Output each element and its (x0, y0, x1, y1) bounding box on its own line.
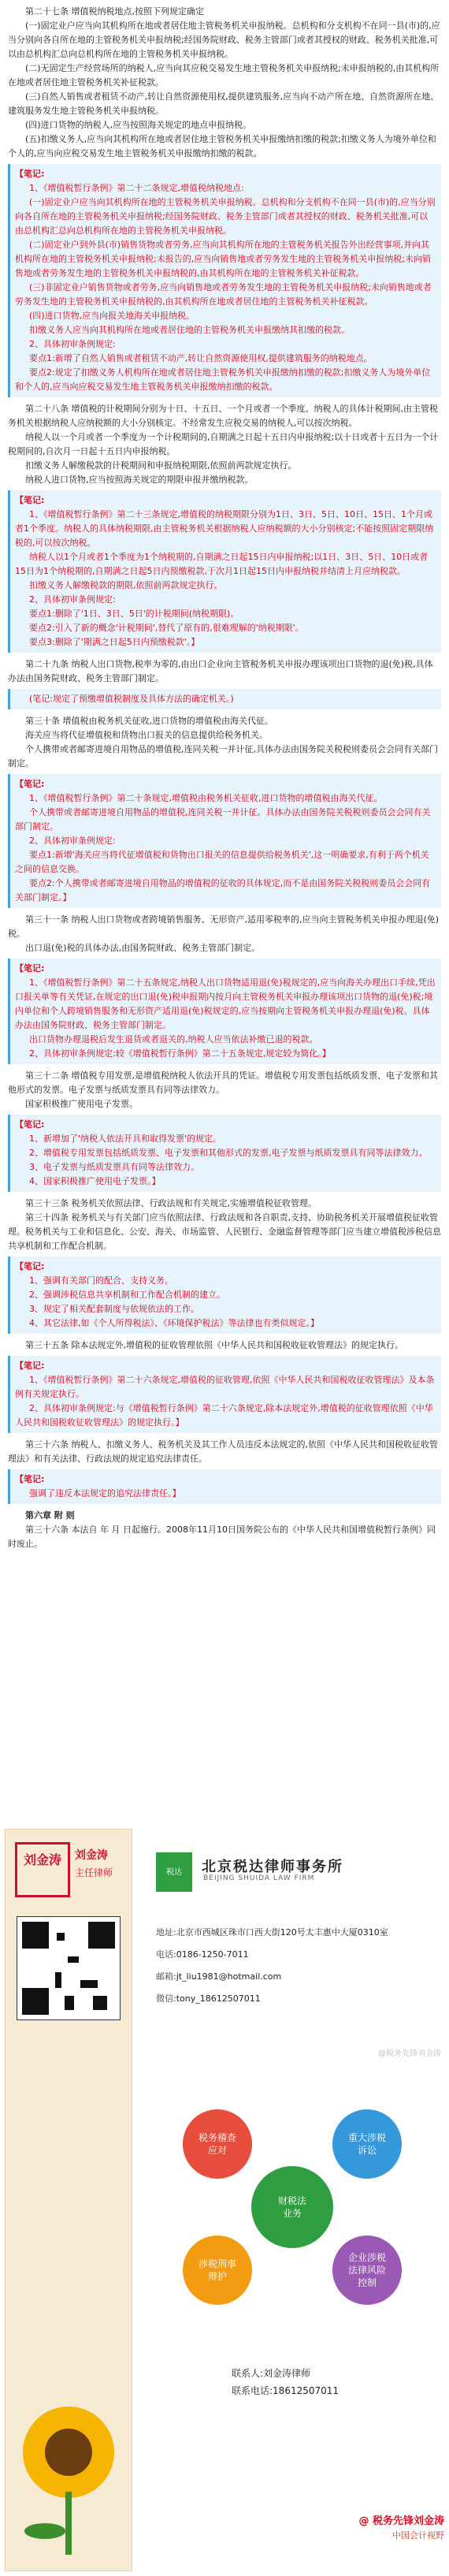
note-line: 3、电子发票与纸质发票具有同等法律效力。 (29, 1162, 199, 1172)
email-row (156, 1966, 440, 1988)
diagram-node-label: 涉税刑事辩护 (198, 2258, 237, 2282)
note-line: 1、《增值税暂行条例》第二十三条规定,增值税的纳税期限分别为1日、3日、5日、10日、15日、1个月或者1个季度。纳税人的具体纳税期限,由主管税务机关根据纳税人应纳税额的大小分别核定;不能按照固定期限纳税的,可以按次纳税。 (15, 509, 434, 548)
lawyer-name: 刘金涛 (75, 1849, 108, 1862)
note-line: 2、具体初审条例规定: (29, 339, 116, 349)
note-line: 要点1:新增'海关应当将代征增值税和货物出口报关的信息提供给税务机关',这一明确要求,有利于两个机关之间的信息交换。 (15, 850, 429, 874)
lawyer-role: 主任律师 (75, 1867, 113, 1878)
note-line: (笔记:规定了预缴增值税制度及具体方法的确定机关。) (29, 694, 234, 704)
note-line: 1、《增值税暂行条例》第二十六条规定,增值税的征收管理,依照《中华人民共和国税收征收管理法》及本条例有关规定执行。 (15, 1375, 435, 1399)
article-para: 第三十四条 税务机关与有关部门应当依照法律、行政法规和各自职责,支持、协助税务机关开展增值税征收管理。税务机关与工业和信息化、公安、海关、市场监管、人民银行、金融监督管理等部门应当建立增值税涉税信息共享机制和工作配合机制。 (8, 1212, 441, 1251)
note-block (8, 1115, 441, 1192)
phone-row (156, 1944, 440, 1966)
note-title: 【笔记: (15, 1474, 45, 1484)
article-para: 个人携带或者邮寄进境自用物品的增值税,连同关税一并计征,具体办法由国务院关税税则委员会会同有关部门制定。 (8, 744, 438, 769)
diagram-node (183, 2235, 252, 2305)
note-line: 要点1:删除了'1日、3日、5日'的计税期间(纳税期限)。 (29, 609, 239, 619)
note-line: 4、其它法律,如《个人所得税法》、《环境保护税法》等法律也有类似规定。】 (29, 1318, 319, 1328)
note-line: 纳税人以1个月或者1个季度为1个纳税期的,自期满之日起15日内申报纳税;以1日、3日、5日、10日或者15日为1个纳税期的,自期满之日起5日内预缴税款,于次月1日起15日内申报纳税并结清上月应纳税款。 (15, 552, 429, 576)
article-para: 第二十七条 增值税纳税地点,按照下列规定确定 (25, 6, 204, 17)
service-diagram (162, 2089, 422, 2325)
wechat-row (156, 1988, 440, 2010)
seal-stamp: 刘金涛 (15, 1842, 70, 1897)
firm-name: 北京税达律师事务所 (202, 1859, 343, 1875)
note-line: 1、《增值税暂行条例》第二十条规定,增值税由税务机关征收,进口货物的增值税由海关代征。 (29, 793, 383, 803)
wechat-value: tony_18612507011 (176, 1993, 261, 2004)
note-line: (四)进口货物,应当向报关地海关申报纳税。 (29, 311, 195, 321)
note-block (8, 774, 441, 908)
phone-label: 电话: (156, 1949, 176, 1960)
note-line: 要点1:新增了自然人销售或者租赁不动产,转让自然资源使用权,提供建筑服务的纳税地点。 (29, 353, 373, 363)
note-line: 扣缴义务人应当向其机构所在地或者居住地的主管税务机关申报缴纳其扣缴的税款。 (29, 325, 350, 335)
footer-line1: @ 税务先锋刘金涛 (358, 2515, 444, 2527)
article-para: 第二十九条 纳税人出口货物,税率为零的,由出口企业向主管税务机关申报办理该项出口货物的退(免)税,具体办法由国务院财政、税务主管部门制定。 (8, 659, 433, 683)
note-block (8, 1256, 441, 1334)
contact-person: 联系人:刘金涛律师 (232, 2368, 311, 2379)
diagram-node-label: 企业涉税法律风险控制 (347, 2252, 387, 2288)
note-line: 扣缴义务人解缴税款的期限,依照前两款规定执行。 (29, 580, 223, 590)
diagram-node-label: 税务稽查应对 (198, 2132, 237, 2156)
article-para: 第三十六条 本法自 年 月 日起施行。2008年11月10日国务院公布的《中华人民共和国增值税暂行条例》同时废止。 (8, 1524, 436, 1549)
note-title: 【笔记: (15, 1119, 45, 1130)
note-line: (二)固定业户到外县(市)销售货物或者劳务,应当向其机构所在地的主管税务机关报告外出经营事项,并向其机构所在地的主管税务机关申报纳税;未报告的,应当向销售地或者劳务发生地的主管税务机关申报纳税;未向销售地或者劳务发生地的主管税务机关申报纳税的,由其机构所在地的主管税务机关补征税款。 (15, 240, 431, 278)
article-para: (三)自然人销售或者租赁不动产,转让自然资源使用权,提供建筑服务,应当向不动产所在地、自然资源所在地、建筑服务发生地主管税务机关申报纳税。 (8, 91, 440, 116)
address-row (156, 1922, 440, 1944)
article-para: 第二十八条 增值税的计税期间分别为十日、十五日、一个月或者一个季度。纳税人的具体计税期间,由主管税务机关根据纳税人应纳税额的大小分别核定。不经常发生应税交易的纳税人,可以按次纳税。 (8, 404, 438, 428)
note-line: 2、具体初审条例规定: (29, 594, 116, 605)
note-block (8, 490, 441, 653)
firm-contact (156, 1922, 440, 2010)
chapter-title: 第六章 附 则 (25, 1510, 75, 1521)
note-line: 2、增值税专用发票包括纸质发票、电子发票和其他形式的发票,电子发票与纸质发票具有同等法律效力。 (29, 1148, 428, 1158)
article-para: (四)进口货物的纳税人,应当按照海关规定的地点申报纳税。 (25, 120, 252, 130)
note-line: 要点3:删除了'期满之日起5日内预缴税款'。】 (29, 637, 200, 647)
contact-phone: 联系电话:18612507011 (232, 2385, 340, 2396)
article-para: 纳税人以一个月或者一个季度为一个计税期间的,自期满之日起十五日内申报纳税;以十日或者十五日为一个计税期间的,自次月一日起十五日内申报纳税。 (8, 432, 439, 456)
article-para: (五)扣缴义务人,应当向其机构所在地或者居住地主管税务机关申报缴纳扣缴的税款;扣缴义务人为境外单位和个人的,应当向应税交易发生地主管税务机关申报缴纳扣缴的税款。 (8, 134, 436, 158)
note-line: (三)非固定业户销售货物或者劳务,应当向销售地或者劳务发生地的主管税务机关申报纳税;未向销售地或者劳务发生地的主管税务机关申报纳税的,由其机构所在地或者居住地的主管税务机关补征税款。 (15, 282, 432, 307)
firm-info (139, 1821, 449, 2576)
firm-en-name: BEIJING SHUIDA LAW FIRM (203, 1874, 315, 1882)
note-line: 1、《增值税暂行条例》第二十二条规定,增值税纳税地点: (29, 183, 244, 193)
note-line: 要点2:个人携带或者邮寄进境自用物品的增值税的征收的具体规定,而不是由国务院关税税则委员会会同有关部门制定。】 (15, 878, 431, 903)
note-block (8, 1469, 441, 1504)
address-value: 北京市西城区珠市口西大街120号太丰惠中大厦0310室 (176, 1927, 388, 1938)
note-block (8, 164, 441, 397)
article-para: 第三十六条 纳税人、扣缴义务人、税务机关及其工作人员违反本法规定的,依照《中华人民共和国税收征收管理法》和有关法律、行政法规的规定追究法律责任。 (8, 1439, 438, 1464)
firm-card (0, 1821, 449, 2576)
firm-logo (156, 1852, 192, 1892)
note-line: 4、国家积极推广使用电子发票。】 (29, 1176, 161, 1186)
article-para: (一)固定业户应当向其机构所在地或者居住地主管税务机关申报纳税。总机构和分支机构不在同一县(市)的,应当分别向各自所在地的主管税务机关申报纳税;经国务院财政、税务主管部门或者其授权的财政、税务机关批准,可以由总机构汇总向总机构所在地的主管税务机关申报纳税。 (8, 20, 440, 59)
note-line: 要点2:规定了扣缴义务人机构所在地或者居住地主管税务机关申报缴纳扣缴的税款;扣缴义务人为境外单位和个人的,应当向应税交易发生地主管税务机关申报缴纳扣缴的税款。 (15, 367, 431, 392)
note-line: 1、新增加了'纳税人依法开具和取得发票'的规定。 (29, 1134, 222, 1144)
email-value: jt_liu1981@hotmail.com (176, 1971, 282, 1982)
diagram-node-label: 重大涉税诉讼 (347, 2132, 387, 2156)
email-label: 邮箱: (156, 1971, 176, 1982)
article-para: 第三十三条 税务机关依照法律、行政法规和有关规定,实施增值税征收管理。 (25, 1198, 317, 1208)
note-block (8, 689, 441, 709)
note-line: 2、强调涉税信息共享机制和工作配合机制的建立。 (29, 1290, 225, 1300)
phone-value: 0186-1250-7011 (176, 1949, 249, 1960)
article-para: 纳税人进口货物,应当按照海关规定的期限申报并缴纳税款。 (25, 475, 254, 485)
article-para: (二)无固定生产经营场所的纳税人,应当向其应税交易发生地主管税务机关申报纳税;未申报纳税的,由其机构所在地或者居住地主管税务机关补征税款。 (8, 63, 440, 87)
note-line: 要点2:引入了新的概念'计税期间',替代了原有的,很难理解的'纳税期限'。 (29, 623, 304, 633)
note-title: 【笔记: (15, 169, 45, 179)
note-line: 出口货物办理退税后发生退货或者退关的,纳税人应当依法补缴已退的税款。 (29, 1034, 318, 1044)
watermark-text: @税务先锋刘金涛 (378, 2049, 441, 2058)
article-para: 第三十条 增值税由税务机关征收,进口货物的增值税由海关代征。 (25, 716, 273, 726)
article-para: 海关应当将代征增值税和货物出口报关的信息提供给税务机关。 (25, 730, 268, 740)
sunflower-image (13, 2397, 124, 2555)
note-line: 2、具体初审条例规定: (29, 836, 116, 846)
wechat-label: 微信: (156, 1993, 176, 2004)
contact-block (232, 2365, 339, 2399)
article-para: 国家积极推广使用电子发票。 (25, 1099, 138, 1109)
note-block (8, 959, 441, 1064)
footer-watermark (358, 2515, 444, 2543)
article-para: 第三十五条 除本法规定外,增值税的征收管理依照《中华人民共和国税收征收管理法》的规定执行。 (25, 1340, 403, 1350)
qr-code[interactable] (17, 1916, 121, 2020)
footer-line2: 中国会计视野 (392, 2530, 444, 2541)
address-label: 地址: (156, 1927, 176, 1938)
note-line: 强调了违反本法规定的追究法律责任。】 (29, 1488, 181, 1498)
note-line: 个人携带或者邮寄进境自用物品的增值税,连同关税一并计征。具体办法由国务院关税税则委员会会同有关部门制定。 (15, 807, 431, 832)
note-title: 【笔记: (15, 495, 45, 505)
article-para: 第三十二条 增值税专用发票,是增值税纳税人依法开具的凭证。增值税专用发票包括纸质发票、电子发票和其他形式的发票。电子发票与纸质发票具有同等法律效力。 (8, 1070, 438, 1095)
note-line: 2、具体初审条例规定:较《增值税暂行条例》第二十五条规定,规定较为简化。】 (29, 1048, 331, 1059)
diagram-center-label: 财税法业务 (277, 2195, 307, 2219)
lawyer-panel (5, 1829, 132, 2571)
diagram-node (183, 2109, 252, 2179)
note-title: 【笔记: (15, 779, 45, 789)
logo-text: 税达 (166, 1868, 182, 1877)
note-line: 1、《增值税暂行条例》第二十五条规定,纳税人出口货物适用退(免)税规定的,应当向海关办理出口手续,凭出口报关单等有关凭证,在规定的出口退(免)税申报期内按月向主管税务机关申报办理该项出口货物的退(免)税;境内单位和个人跨境销售服务和无形资产适用退(免)税规定的,应当按期向主管税务机关申报办理退(免)税。具体办法由国务院财政、税务主管部门制定。 (15, 977, 436, 1030)
article-para: 扣缴义务人解缴税款的计税期间和申报纳税期限,依照前两款规定执行。 (25, 460, 297, 471)
note-line: 3、规定了相关配套制度与依规依法的工作。 (29, 1304, 199, 1314)
note-title: 【笔记: (15, 1361, 45, 1371)
note-title: 【笔记: (15, 1261, 45, 1271)
note-line: 2、具体初审条例规定:与《增值税暂行条例》第二十六条规定,除本法规定外,增值税的征收管理依照《中华人民共和国税收征收管理法》的规定执行。】 (15, 1403, 433, 1428)
note-line: (一)固定业户应当向其机构所在地的主管税务机关申报纳税。总机构和分支机构不在同一县(市)的,应当分别向各自所在地的主管税务机关申报纳税;经国务院财政、税务主管部门或者其授权的财政、税务机关批准,可以由总机构汇总向总机构所在地的主管税务机关申报纳税。 (15, 197, 436, 236)
diagram-center (251, 2166, 333, 2248)
diagram-node (332, 2109, 402, 2179)
article-para: 出口退(免)税的具体办法,由国务院财政、税务主管部门制定。 (25, 943, 261, 953)
article-para: 第三十一条 纳税人出口货物或者跨境销售服务、无形资产,适用零税率的,应当向主管税务机关申报办理退(免)税。 (8, 914, 440, 939)
note-line: 1、强调有关部门的配合、支持义务。 (29, 1275, 173, 1286)
note-title: 【笔记: (15, 963, 45, 973)
note-block (8, 1356, 441, 1433)
